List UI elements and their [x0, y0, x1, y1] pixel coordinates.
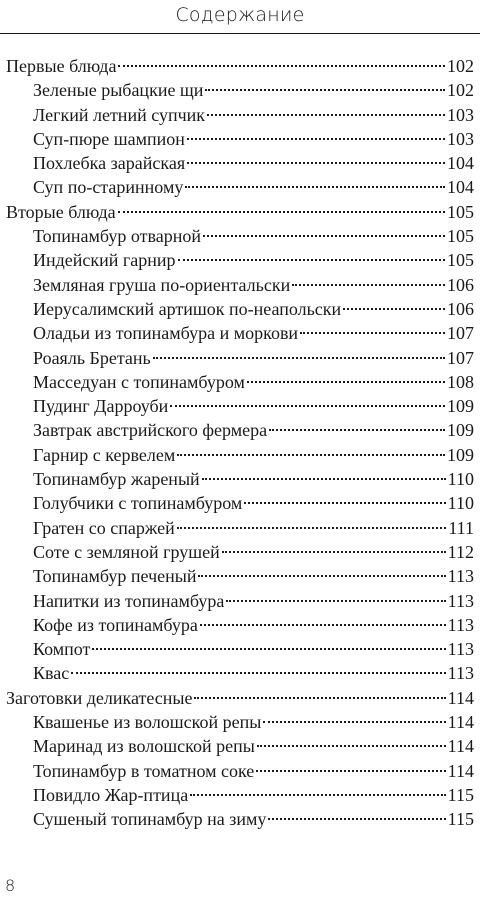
- toc-entry: [6, 564, 474, 588]
- toc-entry-title: Иерусалимский артишок по-неапольски: [33, 298, 342, 319]
- dot-leader: [118, 65, 445, 67]
- toc-entry: [6, 297, 474, 321]
- dot-leader: [190, 794, 445, 796]
- toc-entry-page: 113: [447, 566, 474, 587]
- toc-entry-title: Легкий летний супчик: [33, 104, 206, 125]
- dot-leader: [226, 600, 445, 602]
- toc-entry: [6, 589, 474, 613]
- toc-entry: [6, 467, 474, 491]
- dot-leader: [200, 624, 446, 626]
- toc-entry-title: Завтрак австрийского фермера: [33, 420, 268, 441]
- toc-entry-title: Заготовки деликатесные: [6, 687, 193, 708]
- dot-leader: [257, 745, 446, 747]
- toc-entry-page: 106: [447, 274, 474, 295]
- dot-leader: [170, 405, 445, 407]
- toc-entry-title: Суп-пюре шампион: [33, 128, 185, 149]
- page-number: 8: [5, 876, 16, 895]
- toc-entry: [6, 175, 474, 199]
- dot-leader: [343, 308, 445, 310]
- toc-entry: [6, 248, 474, 272]
- toc-entry-title: Топинамбур жареный: [33, 469, 200, 490]
- toc-entry-title: Квашенье из волошской репы: [33, 712, 262, 733]
- dot-leader: [178, 259, 445, 261]
- toc-entry-page: 102: [447, 80, 474, 101]
- toc-entry-page: 107: [447, 323, 474, 344]
- toc-entry: [6, 443, 474, 467]
- toc-entry: [6, 807, 474, 831]
- dot-leader: [187, 162, 445, 164]
- toc-entry: [6, 224, 474, 248]
- toc-entry-title: Гарнир с кервелем: [33, 444, 176, 465]
- dot-leader: [205, 89, 445, 91]
- toc-entry-page: 114: [447, 712, 474, 733]
- toc-entry-title: Индейский гарнир: [33, 250, 176, 271]
- toc-entry-title: Соте с земляной грушей: [33, 541, 220, 562]
- toc-entry-title: Голубчики с топинамбуром: [33, 493, 243, 514]
- toc-entry: [6, 273, 474, 297]
- running-header: [0, 0, 480, 40]
- table-of-contents: [6, 54, 474, 832]
- dot-leader: [263, 721, 445, 723]
- toc-entry-title: Маринад из волошской репы: [33, 736, 255, 757]
- dot-leader: [198, 575, 445, 577]
- dot-leader: [222, 551, 446, 553]
- toc-entry-page: 108: [447, 371, 474, 392]
- toc-entry: [6, 783, 474, 807]
- toc-entry-title: Кофе из топинамбура: [33, 614, 198, 635]
- toc-entry: [6, 710, 474, 734]
- toc-entry: [6, 759, 474, 783]
- dot-leader: [187, 138, 445, 140]
- toc-entry: [6, 394, 474, 418]
- dot-leader: [207, 114, 445, 116]
- toc-entry-page: 104: [447, 177, 474, 198]
- toc-entry-page: 113: [447, 614, 474, 635]
- dot-leader: [153, 357, 445, 359]
- toc-entry-title: Топинамбур печеный: [33, 566, 197, 587]
- dot-leader: [247, 381, 445, 383]
- toc-entry-page: 109: [447, 444, 474, 465]
- dot-leader: [177, 454, 445, 456]
- toc-entry-page: 103: [447, 128, 474, 149]
- toc-entry: [6, 346, 474, 370]
- toc-entry-page: 110: [447, 493, 474, 514]
- toc-entry-page: 103: [447, 104, 474, 125]
- toc-section-entry: [6, 54, 474, 78]
- toc-entry-title: Масседуан с топинамбуром: [33, 371, 245, 392]
- dot-leader: [185, 186, 445, 188]
- toc-section-entry: [6, 686, 474, 710]
- toc-entry: [6, 78, 474, 102]
- toc-entry: [6, 661, 474, 685]
- toc-entry: [6, 370, 474, 394]
- toc-entry-page: 115: [447, 809, 474, 830]
- dot-leader: [118, 211, 445, 213]
- toc-entry-page: 110: [447, 469, 474, 490]
- toc-entry-page: 113: [447, 639, 474, 660]
- toc-entry-page: 113: [447, 590, 474, 611]
- toc-entry-page: 105: [447, 201, 474, 222]
- toc-entry: [6, 734, 474, 758]
- dot-leader: [269, 429, 445, 431]
- toc-entry-title: Топинамбур отварной: [33, 226, 202, 247]
- toc-entry-page: 107: [447, 347, 474, 368]
- toc-entry: [6, 103, 474, 127]
- header-rule: [0, 33, 480, 34]
- toc-entry-page: 114: [447, 687, 474, 708]
- toc-entry-title: Оладьи из топинамбура и моркови: [33, 323, 299, 344]
- toc-entry: [6, 321, 474, 345]
- dot-leader: [292, 284, 445, 286]
- toc-entry-title: Квас: [33, 663, 70, 684]
- toc-entry-page: 106: [447, 298, 474, 319]
- dot-leader: [194, 697, 445, 699]
- toc-entry-title: Зеленые рыбацкие щи: [33, 80, 204, 101]
- toc-entry-page: 111: [448, 517, 474, 538]
- toc-entry-title: Повидло Жар-птица: [33, 784, 189, 805]
- toc-entry: [6, 540, 474, 564]
- toc-section-entry: [6, 200, 474, 224]
- dot-leader: [177, 527, 447, 529]
- dot-leader: [71, 672, 445, 674]
- toc-entry-title: Напитки из топинамбура: [33, 590, 225, 611]
- toc-entry-title: Похлебка зарайская: [33, 153, 186, 174]
- toc-entry-title: Земляная груша по-ориентальски: [33, 274, 291, 295]
- toc-entry-page: 114: [447, 736, 474, 757]
- dot-leader: [244, 502, 445, 504]
- toc-entry-page: 112: [447, 541, 474, 562]
- toc-entry-title: Пудинг Дарроуби: [33, 396, 169, 417]
- toc-entry: [6, 613, 474, 637]
- toc-entry-title: Сушеный топинамбур на зиму: [33, 809, 267, 830]
- toc-entry: [6, 418, 474, 442]
- toc-entry: [6, 127, 474, 151]
- dot-leader: [202, 478, 446, 480]
- toc-entry-title: Топинамбур в томатном соке: [33, 760, 255, 781]
- toc-entry-page: 113: [447, 663, 474, 684]
- toc-entry: [6, 637, 474, 661]
- toc-entry-title: Компот: [33, 639, 91, 660]
- toc-entry: [6, 491, 474, 515]
- toc-entry-page: 102: [447, 56, 474, 76]
- toc-entry-page: 105: [447, 226, 474, 247]
- toc-entry-title: Суп по-старинному: [33, 177, 184, 198]
- dot-leader: [92, 648, 445, 650]
- toc-entry-title: Вторые блюда: [6, 201, 116, 222]
- toc-entry-page: 114: [447, 760, 474, 781]
- toc-entry-page: 109: [447, 420, 474, 441]
- toc-entry-title: Гратен со спаржей: [33, 517, 175, 538]
- toc-entry: [6, 516, 474, 540]
- toc-entry-page: 104: [447, 153, 474, 174]
- dot-leader: [268, 818, 445, 820]
- toc-entry-page: 109: [447, 396, 474, 417]
- dot-leader: [203, 235, 445, 237]
- toc-entry-title: Роаяль Бретань: [33, 347, 151, 368]
- dot-leader: [300, 332, 445, 334]
- toc-entry-page: 105: [447, 250, 474, 271]
- toc-entry: [6, 151, 474, 175]
- dot-leader: [256, 770, 445, 772]
- toc-entry-page: 115: [447, 784, 474, 805]
- toc-entry-title: Первые блюда: [6, 56, 117, 76]
- page-title: Содержание: [175, 4, 305, 26]
